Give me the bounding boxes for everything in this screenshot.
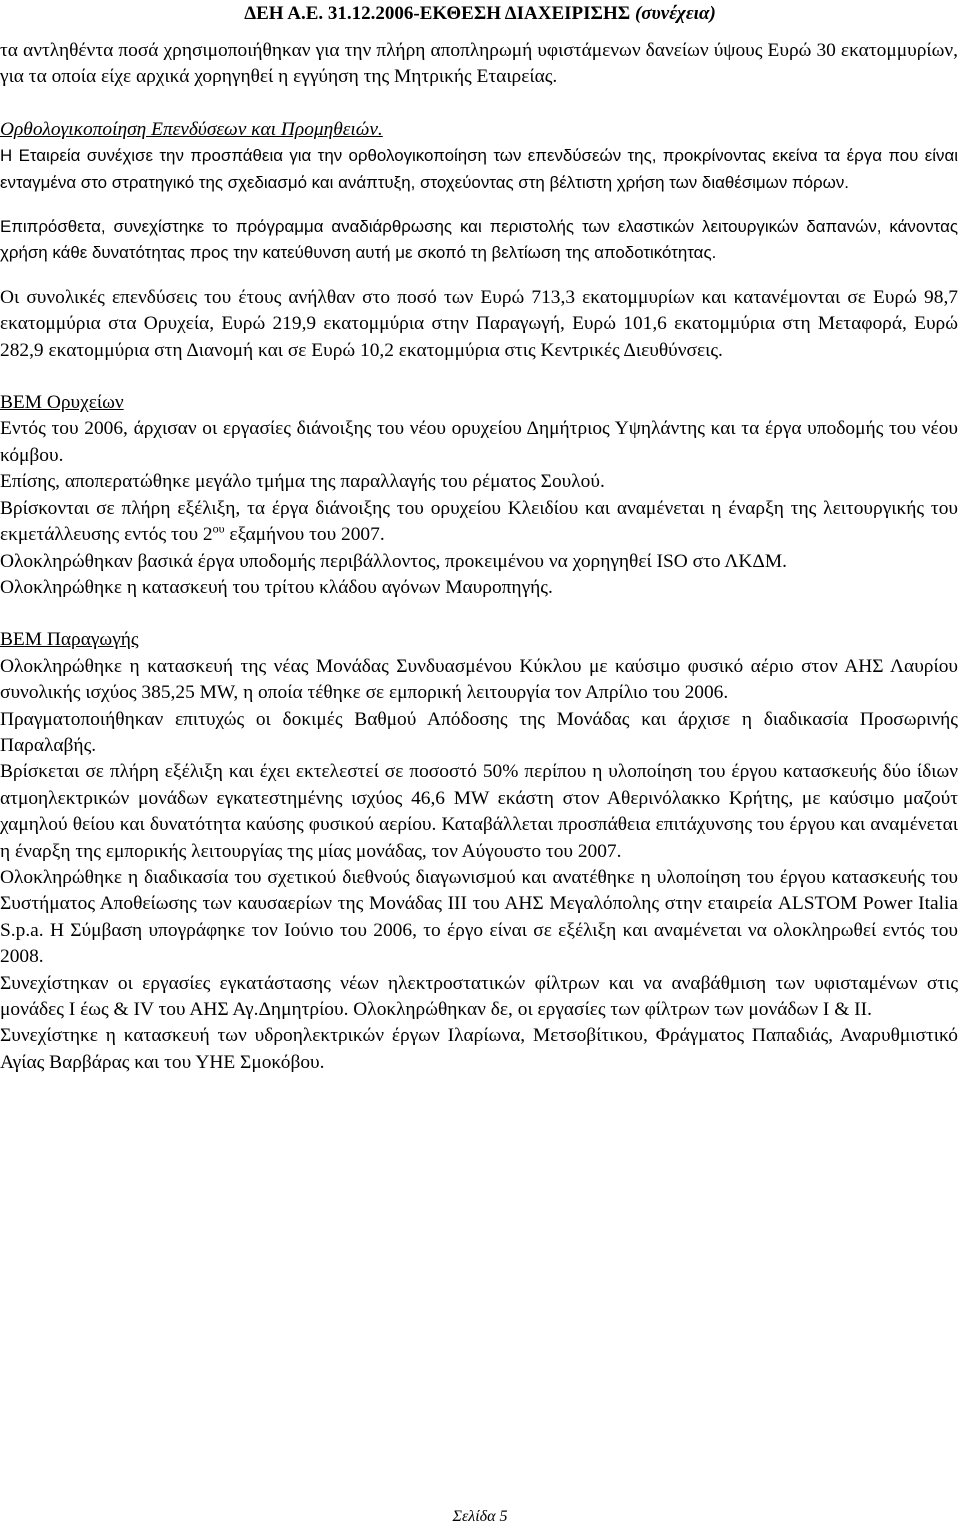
- generation-paragraph-1: Ολοκληρώθηκε η κατασκευή της νέας Μονάδας Συνδυασμένου Κύκλου με καύσιμο φυσικό αέριο στον ΑΗΣ Λαυρίου συνολικής ισχύος 385,25 MW, η οποία τέθηκε σε εμπορική λειτουργία τον Απρίλιο του 2006.: [0, 655, 958, 704]
- header-continued: (συνέχεια): [634, 3, 716, 24]
- generation-heading: ΒΕΜ Παραγωγής: [0, 629, 139, 651]
- header-title: ΔΕΗ Α.Ε. 31.12.2006-ΕΚΘΕΣΗ ΔΙΑΧΕΙΡΙΣΗΣ: [244, 3, 635, 24]
- page-number: Σελίδα 5: [452, 1508, 508, 1525]
- mines-paragraph-2: Επίσης, αποπερατώθηκε μεγάλο τμήμα της παραλλαγής του ρέματος Σουλού.: [0, 471, 605, 493]
- mines-p3-end: εξαμήνου του 2007.: [224, 524, 385, 546]
- rationalization-paragraph: Η Εταιρεία συνέχισε την προσπάθεια για την ορθολογικοποίηση των επενδύσεών της, προκρίνοντας εκείνα τα έργα που είναι ενταγμένα στο στρατηγικό της σχεδιασμό και ανάπτυξη, στοχεύοντας στη βέλτιστη χρήση των διαθέσιμων πόρων.: [0, 146, 958, 192]
- generation-paragraph-2: Πραγματοποιήθηκαν επιτυχώς οι δοκιμές Βαθμού Απόδοσης της Μονάδας και άρχισε η διαδικασία Προσωρινής Παραλαβής.: [0, 708, 958, 756]
- mines-heading: ΒΕΜ Ορυχείων: [0, 392, 124, 414]
- mines-paragraph-3: [0, 496, 958, 549]
- page-header: [0, 2, 960, 26]
- generation-paragraph-4: Ολοκληρώθηκε η διαδικασία του σχετικού διεθνούς διαγωνισμού και ανατέθηκε η υλοποίηση του έργου κατασκευής του Συστήματος Αποθείωσης των καυσαερίων της Μονάδας ΙΙΙ του ΑΗΣ Μεγαλόπολης στην εταιρεία ALSTOM Power Italia S.p.a. Η Σύμβαση υπογράφηκε τον Ιούνιο του 2006, το έργο είναι σε εξέλιξη και αναμένεται να ολοκληρωθεί εντός του 2008.: [0, 866, 958, 968]
- section-heading: Ορθολογικοποίηση Επενδύσεων και Προμηθειών.: [0, 118, 383, 140]
- mines-paragraph-5: Ολοκληρώθηκε η κατασκευή του τρίτου κλάδου αγόνων Μαυροπηγής.: [0, 576, 553, 598]
- investments-paragraph: Οι συνολικές επενδύσεις του έτους ανήλθαν στο ποσό των Ευρώ 713,3 εκατομμυρίων και κατανέμονται σε Ευρώ 98,7 εκατομμύρια στα Ορυχεία, Ευρώ 219,9 εκατομμύρια στην Παραγωγή, Ευρώ 101,6 εκατομμύρια στη Μεταφορά, Ευρώ 282,9 εκατομμύρια στη Διανομή και σε Ευρώ 10,2 εκατομμύρια στις Κεντρικές Διευθύνσεις.: [0, 286, 958, 361]
- mines-paragraph-4: Ολοκληρώθηκαν βασικά έργα υποδομής περιβάλλοντος, προκειμένου να χορηγηθεί ISO στο ΛΚΔΜ.: [0, 550, 787, 572]
- mines-paragraph-1: Εντός του 2006, άρχισαν οι εργασίες διάνοιξης του νέου ορυχείου Δημήτριος Υψηλάντης και τα έργα υποδομής του νέου κόμβου.: [0, 418, 958, 466]
- restructuring-paragraph: Επιπρόσθετα, συνεχίστηκε το πρόγραμμα αναδιάρθρωσης και περιστολής των ελαστικών λειτουργικών δαπανών, κάνοντας χρήση κάθε δυνατότητας προς την κατεύθυνση αυτή με σκοπό τη βελτίωση της αποδοτικότητας.: [0, 217, 958, 263]
- generation-paragraph-5: Συνεχίστηκαν οι εργασίες εγκατάστασης νέων ηλεκτροστατικών φίλτρων και να αναβάθμιση των υφισταμένων στις μονάδες Ι έως & IV του ΑΗΣ Αγ.Δημητρίου. Ολοκληρώθηκαν δε, οι εργασίες των φίλτρων των μονάδων Ι & ΙΙ.: [0, 972, 958, 1020]
- intro-paragraph: τα αντληθέντα ποσά χρησιμοποιήθηκαν για την πλήρη αποπληρωμή υφιστάμενων δανείων ύψους Ευρώ 30 εκατομμυρίων, για τα οποία είχε αρχικά χορηγηθεί η εγγύηση της Μητρικής Εταιρείας.: [0, 40, 958, 88]
- generation-paragraph-6: Συνεχίστηκε η κατασκευή των υδροηλεκτρικών έργων Ιλαρίωνα, Μετσοβίτικου, Φράγματος Παπαδιάς, Αναρυθμιστικό Αγίας Βαρβάρας και του ΥΗΕ Σμοκόβου.: [0, 1025, 958, 1073]
- mines-p3-superscript: ου: [212, 521, 225, 536]
- generation-paragraph-3: Βρίσκεται σε πλήρη εξέλιξη και έχει εκτελεστεί σε ποσοστό 50% περίπου η υλοποίηση του έργου κατασκευής δύο ίδιων ατμοηλεκτρικών μονάδων εγκατεστημένης ισχύος 46,6 MW εκάστη στον Αθερινόλακκο Κρήτης, με καύσιμο μαζούτ χαμηλού θείου και δυνατότητα καύσης φυσικού αερίου. Καταβάλλεται προσπάθεια επιτάχυνσης του έργου και αναμένεται η έναρξη της εμπορικής λειτουργίας της μίας μονάδας, τον Αύγουστο του 2007.: [0, 761, 958, 862]
- mines-p3-text: Βρίσκονται σε πλήρη εξέλιξη, τα έργα διάνοιξης του ορυχείου Κλειδίου και αναμένεται η έναρξη της λειτουργικής του εκμετάλλευσης εντός του 2: [0, 497, 958, 546]
- document-body: [0, 38, 958, 1076]
